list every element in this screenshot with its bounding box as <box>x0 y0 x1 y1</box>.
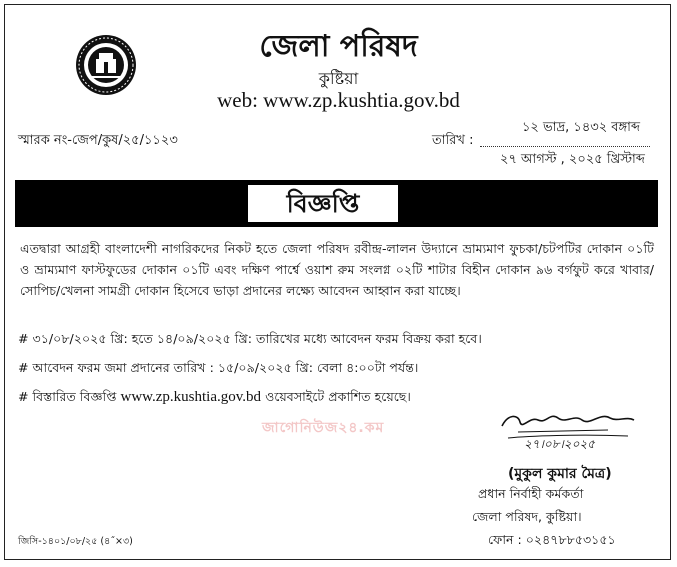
notice-body: এতদ্বারা আগ্রহী বাংলাদেশী নাগরিকদের নিকট হতে জেলা পরিষদ রবীন্দ্র-লালন উদ্যানে ভ্রাম্যমাণ ফুচকা/চটপটির দোকান ০১টি ও ভ্রাম্যমাণ ফাস্টফুডের দোকান ০১টি এবং দক্ষিণ পার্শ্বে ওয়াশ রুম সংলগ্ন ০২টি শাটার বিহীন দোকান ৯৬ বর্গফুট করে খাবার/সোপিচ/খেলনা সামগ্রী দোকান হিসেবে ভাড়া প্রদানের লক্ষ্যে আবেদন আহ্বান করা যাচ্ছে। <box>20 241 654 298</box>
notice-item-sale-period: # ৩১/০৮/২০২৫ খ্রি: হতে ১৪/০৯/২০২৫ খ্রি: তারিখের মধ্যে আবেদন ফরম বিক্রয় করা হবে। <box>18 331 482 346</box>
document-reference: জিসি-১৪০১/০৮/২৫ (৪˝×৩) <box>18 536 133 547</box>
details-prefix: # বিস্তারিত বিজ্ঞপ্তি <box>18 389 117 404</box>
org-name: জেলা পরিষদ <box>259 29 418 64</box>
notice-item-submission-date: # আবেদন ফরম জমা প্রদানের তারিখ : ১৫/০৯/২০২৫ খ্রি: বেলা ৪:০০টা পর্যন্ত। <box>18 360 419 375</box>
org-website: web: www.zp.kushtia.gov.bd <box>217 88 460 112</box>
details-suffix: ওয়েবসাইটে প্রকাশিত হয়েছে। <box>265 389 411 404</box>
memo-number: স্মারক নং-জেপ/কুষ/২৫/১১২৩ <box>18 133 178 148</box>
details-url-link[interactable]: www.zp.kushtia.gov.bd <box>120 389 262 405</box>
date-label: তারিখ : <box>432 133 474 148</box>
signer-office: জেলা পরিষদ, কুষ্টিয়া। <box>472 509 582 524</box>
signer-title: প্রধান নির্বাহী কর্মকর্তা <box>478 486 584 501</box>
date-divider <box>480 146 650 147</box>
notice-title: বিজ্ঞপ্তি <box>286 189 360 218</box>
date-english: ২৭ আগস্ট , ২০২৫ খ্রিস্টাব্দ <box>500 152 645 167</box>
date-bangla: ১২ ভাদ্র, ১৪৩২ বঙ্গাব্দ <box>522 120 641 135</box>
signature-date: ২৭।০৮।২০২৫ <box>524 437 595 451</box>
watermark: জাগোনিউজ২৪.কম <box>262 420 385 436</box>
org-district: কুষ্টিয়া <box>318 69 359 88</box>
signer-phone: ফোন : ০২৪৭৮৮৫৩১৫১ <box>488 532 616 547</box>
signer-name: (মুকুল কুমার মৈত্র) <box>508 466 612 482</box>
notice-item-details <box>18 389 411 409</box>
